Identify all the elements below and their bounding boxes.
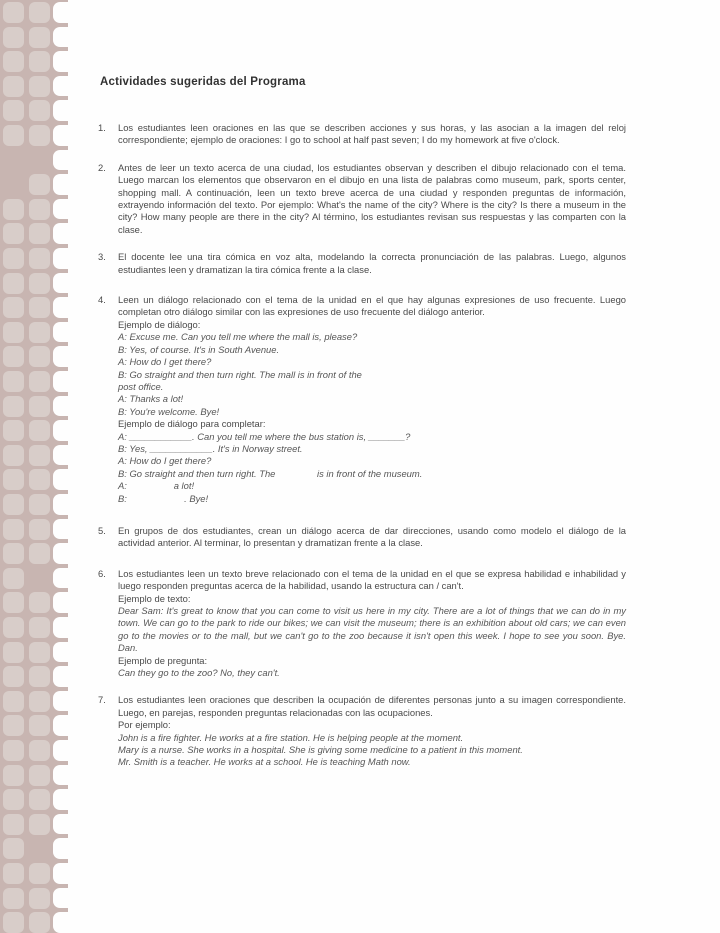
- item-text: Los estudiantes leen un texto breve relacionado con el tema de la unidad en el que se expresa habilidad e inhabilidad y luego responden preguntas acerca de la habilidad, usando la estructura can / can't.: [118, 567, 626, 592]
- border-scallop: [53, 76, 80, 97]
- dialogue-completion-line: B: Yes, ____________. It's in Norway street.: [118, 442, 303, 454]
- border-scallop: [53, 519, 80, 540]
- border-square: [3, 715, 24, 736]
- border-scallop: [53, 125, 80, 146]
- border-square: [3, 469, 24, 490]
- item-number: 3.: [98, 251, 106, 263]
- border-square: [3, 789, 24, 810]
- dialogue-line: B: You're welcome. Bye!: [118, 405, 220, 417]
- border-scallop: [53, 715, 80, 736]
- border-square: [29, 51, 50, 72]
- border-scallop: [53, 248, 80, 269]
- border-scallop: [53, 174, 80, 195]
- border-scallop: [53, 863, 80, 884]
- border-scallop: [53, 445, 80, 466]
- border-square: [3, 838, 24, 859]
- border-scallop: [53, 346, 80, 367]
- border-scallop: [53, 27, 80, 48]
- dialogue-line: B: Go straight and then turn right. The mall is in front of the: [118, 368, 362, 380]
- item-number: 5.: [98, 524, 106, 536]
- border-square: [3, 125, 24, 146]
- border-scallop: [53, 371, 80, 392]
- border-square: [3, 519, 24, 540]
- border-scallop: [53, 297, 80, 318]
- border-square: [29, 666, 50, 687]
- dialogue-line: A: Excuse me. Can you tell me where the mall is, please?: [118, 331, 358, 343]
- border-square: [3, 199, 24, 220]
- border-square: [3, 420, 24, 441]
- border-square: [29, 371, 50, 392]
- border-scallop: [53, 765, 80, 786]
- border-square: [29, 912, 50, 933]
- activity-item-5: [98, 525, 626, 550]
- item-number: 4.: [98, 294, 106, 306]
- border-square: [29, 789, 50, 810]
- border-square: [29, 248, 50, 269]
- border-square: [29, 396, 50, 417]
- border-square: [3, 273, 24, 294]
- border-square: [3, 888, 24, 909]
- example-letter-text: Dear Sam: It's great to know that you can come to visit us here in my city. There are a lot of things that we can do in my town. We can go to the park to ride our bikes; we can visit the museum; there is an exhibition about old cars; we can even go to the movies or to the mall, but we can't go to the zoo because it isn't open this week. I hope to see you soon. Bye. Dan.: [118, 605, 626, 654]
- border-scallop: [53, 666, 80, 687]
- item-body: [118, 294, 626, 505]
- occupation-example-label: Por ejemplo:: [118, 719, 171, 731]
- example-question: Can they go to the zoo? No, they can't.: [118, 667, 280, 679]
- dialogue-completion-line: B: . Bye!: [118, 492, 209, 504]
- dialogue-line: A: Thanks a lot!: [118, 393, 184, 405]
- item-text: Antes de leer un texto acerca de una ciudad, los estudiantes observan y describen el dibujo relacionado con el tema. Luego marcan los elementos que observaron en el dibujo en una lista de palabras como museum, park, sports center, shopping mall. A continuación, leen un texto breve acerca de una ciudad y responden preguntas de información, extrayendo información del texto. Por ejemplo: What's the name of the city? Where is the city? Is there a museum in the city? How many people are there in the city? Al término, los estudiantes revisan sus respuestas y las comparten con la clase.: [118, 161, 626, 235]
- border-scallop: [53, 420, 80, 441]
- border-square: [3, 100, 24, 121]
- border-scallop: [53, 150, 80, 171]
- item-text: Leen un diálogo relacionado con el tema de la unidad en el que hay algunas expresiones de uso frecuente. Luego completan otro diálogo similar con las expresiones de uso frecuente del diálogo anterior.: [118, 294, 626, 318]
- border-square: [3, 223, 24, 244]
- border-square: [29, 642, 50, 663]
- border-square: [29, 765, 50, 786]
- item-number: 1.: [98, 122, 106, 133]
- border-square: [3, 445, 24, 466]
- decorative-border-strip: [0, 0, 68, 933]
- item-number: 2.: [98, 161, 106, 173]
- border-scallop: [53, 396, 80, 417]
- border-scallop: [53, 617, 80, 638]
- border-square: [3, 248, 24, 269]
- border-square: [29, 691, 50, 712]
- item-text: Los estudiantes leen oraciones en las que se describen acciones y sus horas, y las asocian a la imagen del reloj correspondiente; ejemplo de oraciones: I go to school at half past seven; I do my homework at five o'clock.: [118, 122, 626, 146]
- text-example-label: Ejemplo de texto:: [118, 592, 191, 604]
- border-square: [3, 691, 24, 712]
- activity-item-4: [98, 294, 626, 505]
- border-scallop: [53, 494, 80, 515]
- border-scallop: [53, 322, 80, 343]
- border-square: [3, 617, 24, 638]
- border-square: [3, 346, 24, 367]
- border-square: [29, 199, 50, 220]
- border-square: [3, 863, 24, 884]
- border-square: [29, 715, 50, 736]
- border-square: [29, 322, 50, 343]
- border-square: [29, 76, 50, 97]
- occupation-example: Mr. Smith is a teacher. He works at a school. He is teaching Math now.: [118, 756, 411, 768]
- item-text: En grupos de dos estudiantes, crean un diálogo acerca de dar direcciones, usando como modelo el diálogo de la actividad anterior. Al terminar, lo presentan y dramatizan frente a la clase.: [118, 524, 626, 549]
- item-body: [118, 568, 626, 680]
- item-number: 6.: [98, 567, 106, 579]
- activity-item-7: [98, 694, 626, 768]
- border-square: [29, 100, 50, 121]
- item-number: 7.: [98, 694, 106, 706]
- border-square: [3, 51, 24, 72]
- border-square: [3, 543, 24, 564]
- border-square: [3, 666, 24, 687]
- border-scallop: [53, 568, 80, 589]
- item-text: El docente lee una tira cómica en voz alta, modelando la correcta pronunciación de las palabras. Luego, algunos estudiantes leen y dramatizan la tira cómica frente a la clase.: [118, 251, 626, 275]
- border-square: [29, 469, 50, 490]
- activity-item-3: [98, 251, 626, 276]
- border-square: [29, 740, 50, 761]
- border-square: [29, 273, 50, 294]
- border-square: [3, 322, 24, 343]
- dialogue-completion-label: Ejemplo de diálogo para completar:: [118, 418, 266, 430]
- border-scallop: [53, 100, 80, 121]
- occupation-example: John is a fire fighter. He works at a fire station. He is helping people at the moment.: [118, 731, 464, 743]
- page-title: Actividades sugeridas del Programa: [100, 76, 306, 88]
- item-body: [118, 251, 626, 276]
- border-square: [29, 223, 50, 244]
- border-square: [3, 642, 24, 663]
- border-square: [3, 76, 24, 97]
- border-square: [29, 592, 50, 613]
- item-text: Los estudiantes leen oraciones que describen la ocupación de diferentes personas junto a su imagen correspondiente. Luego, en parejas, responden preguntas relacionadas con las ocupaciones.: [118, 694, 626, 718]
- dialogue-line: post office.: [118, 380, 164, 392]
- dialogue-completion-line: A: a lot!: [118, 480, 195, 492]
- border-square: [3, 740, 24, 761]
- border-square: [3, 494, 24, 515]
- page-content: [98, 76, 626, 784]
- dialogue-line: B: Yes, of course. It's in South Avenue.: [118, 343, 280, 355]
- border-scallop: [53, 642, 80, 663]
- border-scallop: [53, 789, 80, 810]
- dialogue-example-label: Ejemplo de diálogo:: [118, 318, 201, 330]
- border-square: [29, 445, 50, 466]
- border-scallop: [53, 51, 80, 72]
- border-square: [29, 617, 50, 638]
- item-body: [118, 694, 626, 768]
- border-scallop: [53, 469, 80, 490]
- border-scallop: [53, 223, 80, 244]
- item-body: [118, 162, 626, 236]
- border-square: [3, 297, 24, 318]
- border-scallop: [53, 592, 80, 613]
- activity-item-1: [98, 122, 626, 147]
- border-square: [29, 346, 50, 367]
- border-scallop: [53, 912, 80, 933]
- border-scallop: [53, 691, 80, 712]
- border-square: [3, 371, 24, 392]
- border-scallop: [53, 740, 80, 761]
- border-scallop: [53, 814, 80, 835]
- activity-item-6: [98, 568, 626, 680]
- dialogue-completion-line: A: ____________. Can you tell me where the bus station is, _______?: [118, 430, 411, 442]
- border-square: [29, 494, 50, 515]
- border-square: [29, 174, 50, 195]
- border-scallop: [53, 199, 80, 220]
- activity-item-2: [98, 162, 626, 236]
- border-square: [3, 396, 24, 417]
- dialogue-completion-line: B: Go straight and then turn right. The is in front of the museum.: [118, 467, 423, 479]
- border-scallop: [53, 2, 80, 23]
- border-square: [29, 814, 50, 835]
- border-square: [3, 568, 24, 589]
- border-scallop: [53, 888, 80, 909]
- border-square: [29, 888, 50, 909]
- border-square: [3, 592, 24, 613]
- border-square: [29, 519, 50, 540]
- border-square: [29, 420, 50, 441]
- border-square: [29, 297, 50, 318]
- dialogue-completion-line: A: How do I get there?: [118, 455, 212, 467]
- border-square: [3, 765, 24, 786]
- border-square: [3, 814, 24, 835]
- occupation-example: Mary is a nurse. She works in a hospital. She is giving some medicine to a patient in this moment.: [118, 744, 523, 756]
- item-body: [118, 525, 626, 550]
- border-scallop: [53, 273, 80, 294]
- border-scallop: [53, 543, 80, 564]
- item-body: [118, 122, 626, 147]
- border-square: [29, 863, 50, 884]
- border-square: [29, 125, 50, 146]
- border-square: [29, 27, 50, 48]
- dialogue-line: A: How do I get there?: [118, 356, 212, 368]
- question-example-label: Ejemplo de pregunta:: [118, 654, 208, 666]
- border-square: [29, 2, 50, 23]
- border-scallop: [53, 838, 80, 859]
- border-square: [3, 912, 24, 933]
- border-square: [29, 543, 50, 564]
- border-square: [3, 27, 24, 48]
- border-square: [3, 2, 24, 23]
